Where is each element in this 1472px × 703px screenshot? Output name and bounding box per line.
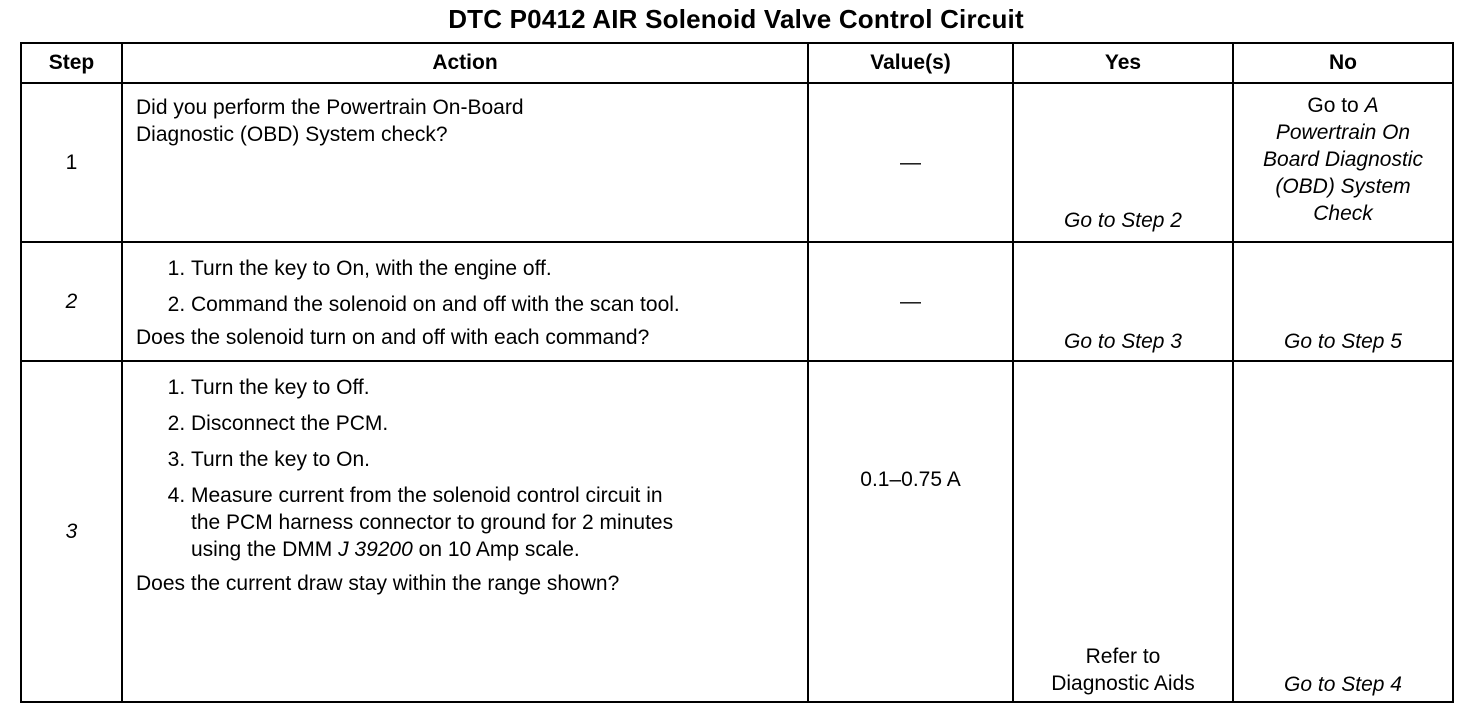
no-link[interactable]: (OBD) System bbox=[1275, 175, 1411, 198]
step-number: 1 bbox=[21, 83, 122, 242]
table-row bbox=[21, 361, 1453, 702]
action-list bbox=[136, 370, 799, 563]
yes-link[interactable]: Go to Step 2 bbox=[1013, 83, 1233, 242]
yes-link[interactable]: Go to Step 3 bbox=[1013, 242, 1233, 361]
diagnostic-table bbox=[20, 42, 1454, 703]
table-row bbox=[21, 83, 1453, 242]
no-link[interactable]: Board Diagnostic bbox=[1263, 148, 1423, 171]
no-link[interactable]: Powertrain On bbox=[1275, 121, 1411, 144]
tool-number: J 39200 bbox=[338, 538, 413, 561]
list-item-text: Measure current from the solenoid control circuit in bbox=[191, 484, 663, 507]
no-prefix: Go to bbox=[1307, 94, 1359, 117]
yes-cell bbox=[1013, 361, 1233, 702]
value-cell: — bbox=[808, 242, 1013, 361]
header-step: Step bbox=[21, 43, 122, 83]
no-link[interactable]: Go to Step 5 bbox=[1233, 242, 1453, 361]
action-cell bbox=[122, 361, 808, 702]
action-question: Does the current draw stay within the range shown? bbox=[136, 572, 620, 595]
step-number: 3 bbox=[21, 361, 122, 702]
no-link[interactable]: Check bbox=[1313, 202, 1373, 225]
list-item: 2. Command the solenoid on and off with the scan tool. bbox=[191, 287, 799, 323]
action-question: Does the solenoid turn on and off with each command? bbox=[136, 326, 650, 349]
step-number: 2 bbox=[21, 242, 122, 361]
value-cell: 0.1–0.75 A bbox=[808, 361, 1013, 702]
list-item-text: using the DMM bbox=[191, 538, 333, 561]
header-values: Value(s) bbox=[808, 43, 1013, 83]
action-list bbox=[136, 251, 799, 323]
value-cell: — bbox=[808, 83, 1013, 242]
no-link[interactable]: A bbox=[1364, 94, 1379, 117]
no-link[interactable]: Go to Step 4 bbox=[1233, 361, 1453, 702]
action-cell bbox=[122, 242, 808, 361]
list-item: 1. Turn the key to Off. bbox=[191, 370, 799, 406]
list-item bbox=[191, 478, 799, 563]
table-row bbox=[21, 242, 1453, 361]
page-title: DTC P0412 AIR Solenoid Valve Control Circuit bbox=[448, 4, 1024, 34]
header-no: No bbox=[1233, 43, 1453, 83]
yes-text: Refer to bbox=[1085, 645, 1161, 668]
list-item-text: on 10 Amp scale. bbox=[418, 538, 580, 561]
action-text: Did you perform the Powertrain On-Board bbox=[136, 96, 524, 119]
no-cell bbox=[1233, 83, 1453, 242]
list-item: 1. Turn the key to On, with the engine off. bbox=[191, 251, 799, 287]
header-row bbox=[21, 43, 1453, 83]
list-item: 3. Turn the key to On. bbox=[191, 442, 799, 478]
header-action: Action bbox=[122, 43, 808, 83]
action-cell bbox=[122, 83, 808, 242]
list-item-text: the PCM harness connector to ground for 2 minutes bbox=[191, 511, 674, 534]
header-yes: Yes bbox=[1013, 43, 1233, 83]
action-text: Diagnostic (OBD) System check? bbox=[136, 123, 448, 146]
list-item: 2. Disconnect the PCM. bbox=[191, 406, 799, 442]
yes-text: Diagnostic Aids bbox=[1051, 672, 1195, 695]
